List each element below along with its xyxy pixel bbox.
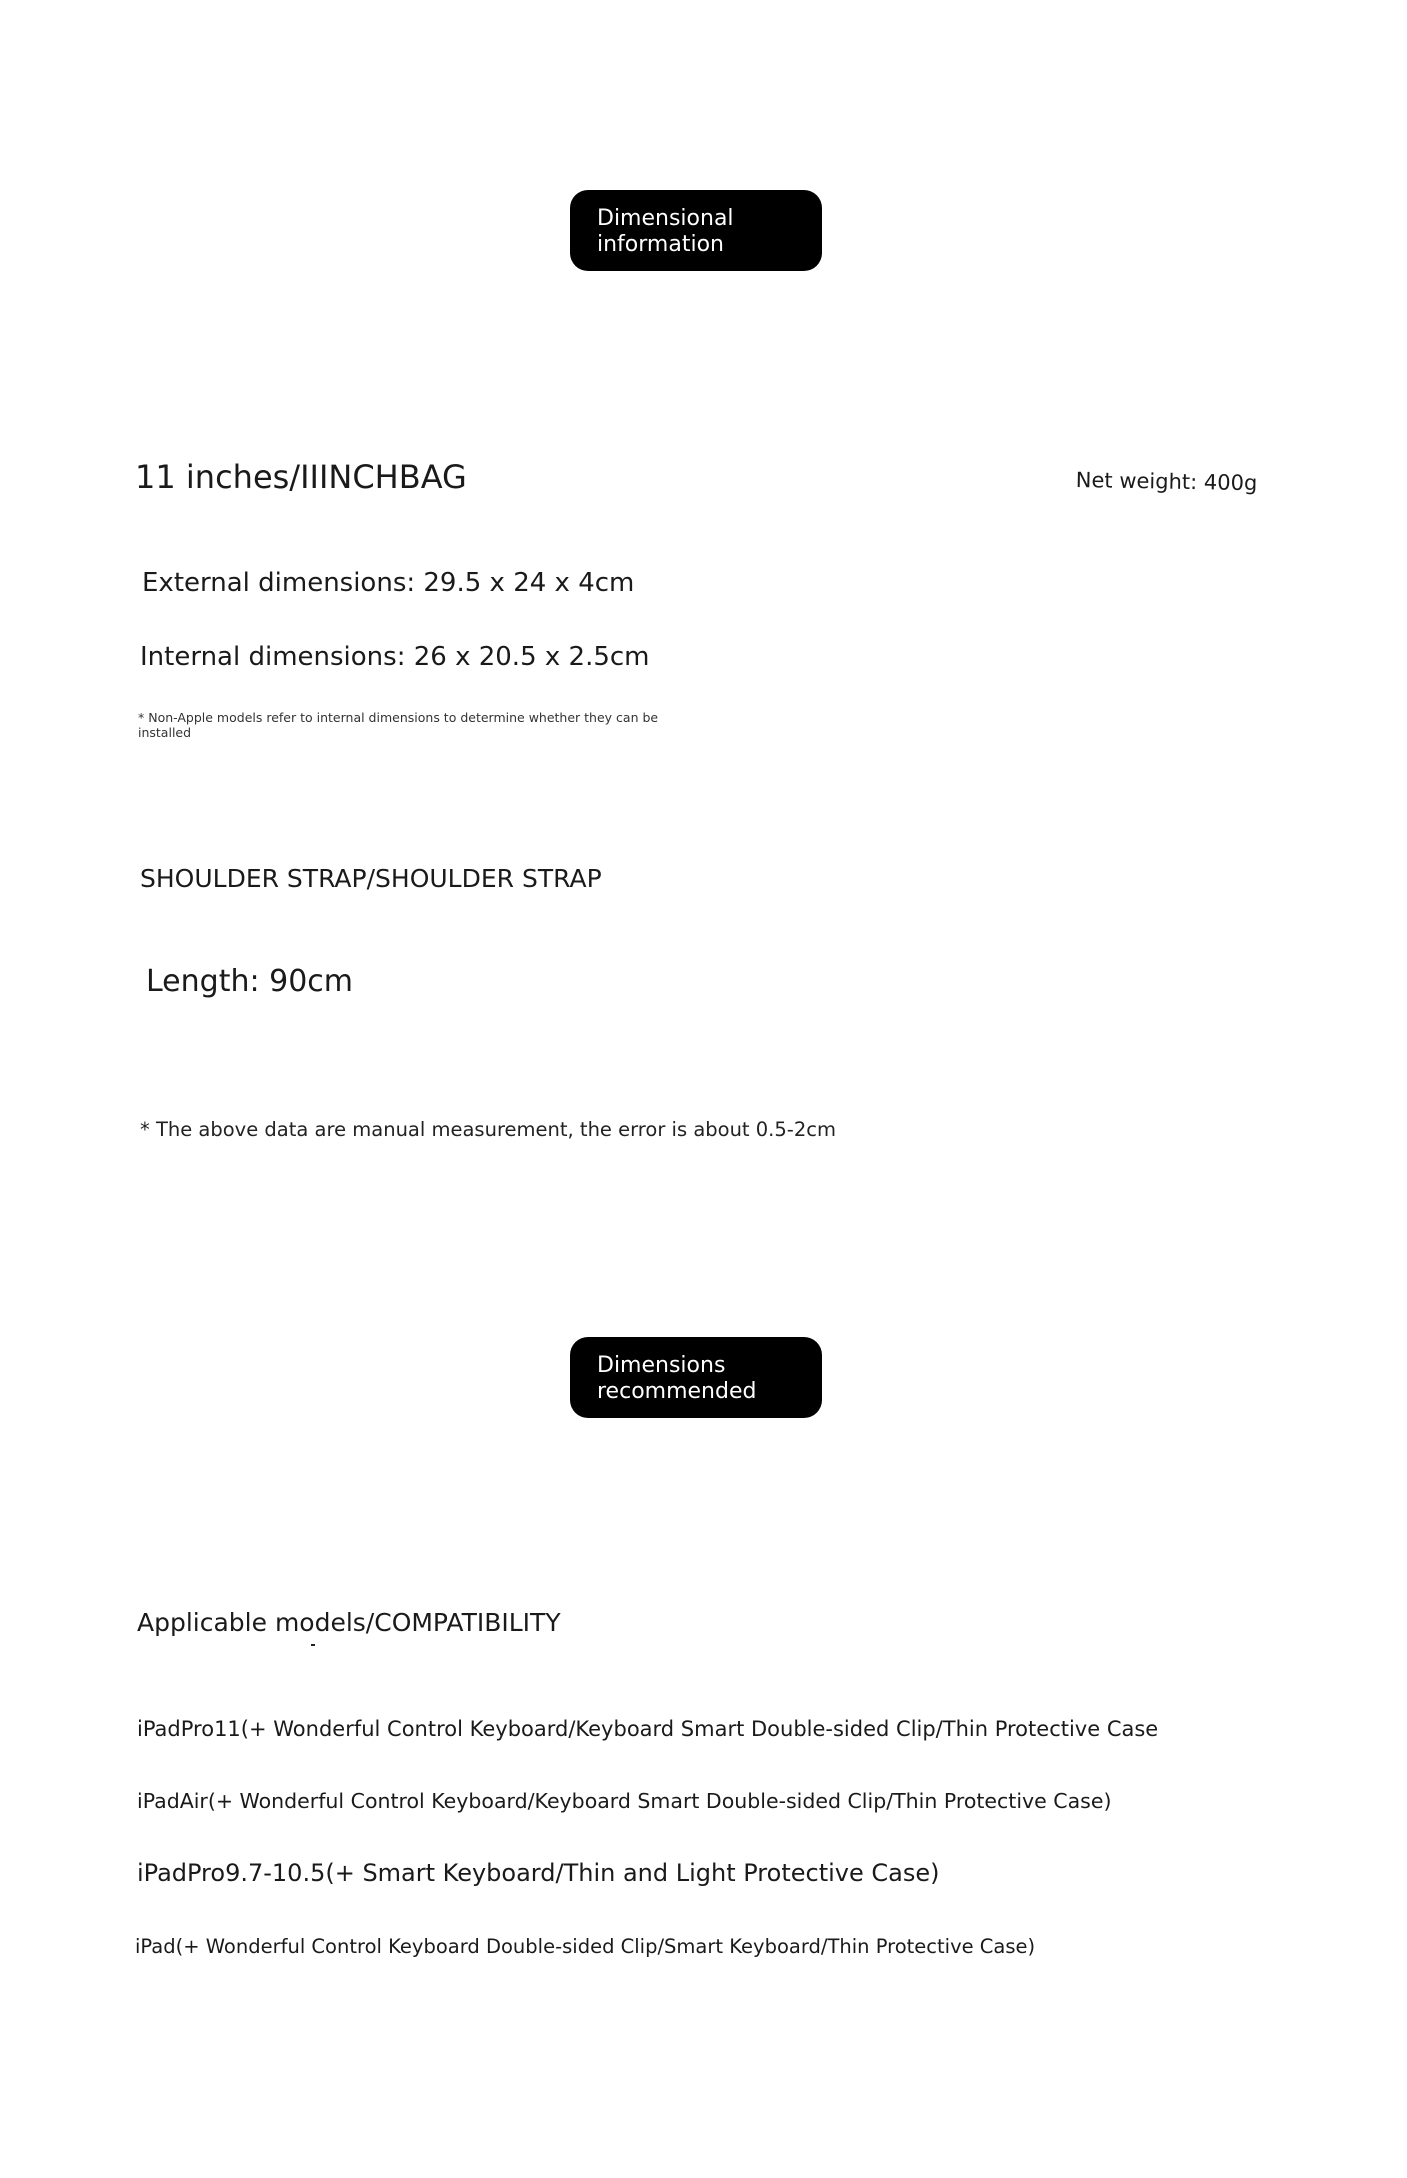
net-weight: Net weight: 400g (1075, 468, 1258, 496)
non-apple-note: * Non-Apple models refer to internal dimensions to determine whether they can be installed (138, 710, 659, 740)
measurement-note: * The above data are manual measurement, the error is about 0.5-2cm (140, 1118, 836, 1141)
shoulder-strap-title: SHOULDER STRAP/SHOULDER STRAP (140, 864, 602, 893)
section-badge-dimensional-information (570, 190, 822, 271)
section-badge-line1: Dimensions (597, 1353, 726, 1378)
compatible-model-item: iPadPro11(+ Wonderful Control Keyboard/Keyboard Smart Double-sided Clip/Thin Protective Case (137, 1717, 1159, 1741)
internal-dimensions: Internal dimensions: 26 x 20.5 x 2.5cm (140, 642, 650, 672)
section-badge-line2: information (597, 232, 724, 257)
strap-length: Length: 90cm (146, 964, 354, 999)
external-dimensions: External dimensions: 29.5 x 24 x 4cm (142, 568, 635, 598)
divider-mark (311, 1644, 315, 1646)
section-badge-line2: recommended (597, 1379, 757, 1404)
compatible-model-item: iPad(+ Wonderful Control Keyboard Double-sided Clip/Smart Keyboard/Thin Protective Case) (135, 1935, 1036, 1958)
section-badge-dimensions-recommended (570, 1337, 822, 1418)
bag-size-title: 11 inches/IIINCHBAG (135, 458, 467, 496)
section-badge-line1: Dimensional (597, 206, 734, 231)
compatible-model-item: iPadPro9.7-10.5(+ Smart Keyboard/Thin and Light Protective Case) (137, 1859, 940, 1887)
compatibility-title: Applicable models/COMPATIBILITY (137, 1608, 561, 1637)
compatible-model-item: iPadAir(+ Wonderful Control Keyboard/Keyboard Smart Double-sided Clip/Thin Protective Case) (137, 1789, 1112, 1813)
